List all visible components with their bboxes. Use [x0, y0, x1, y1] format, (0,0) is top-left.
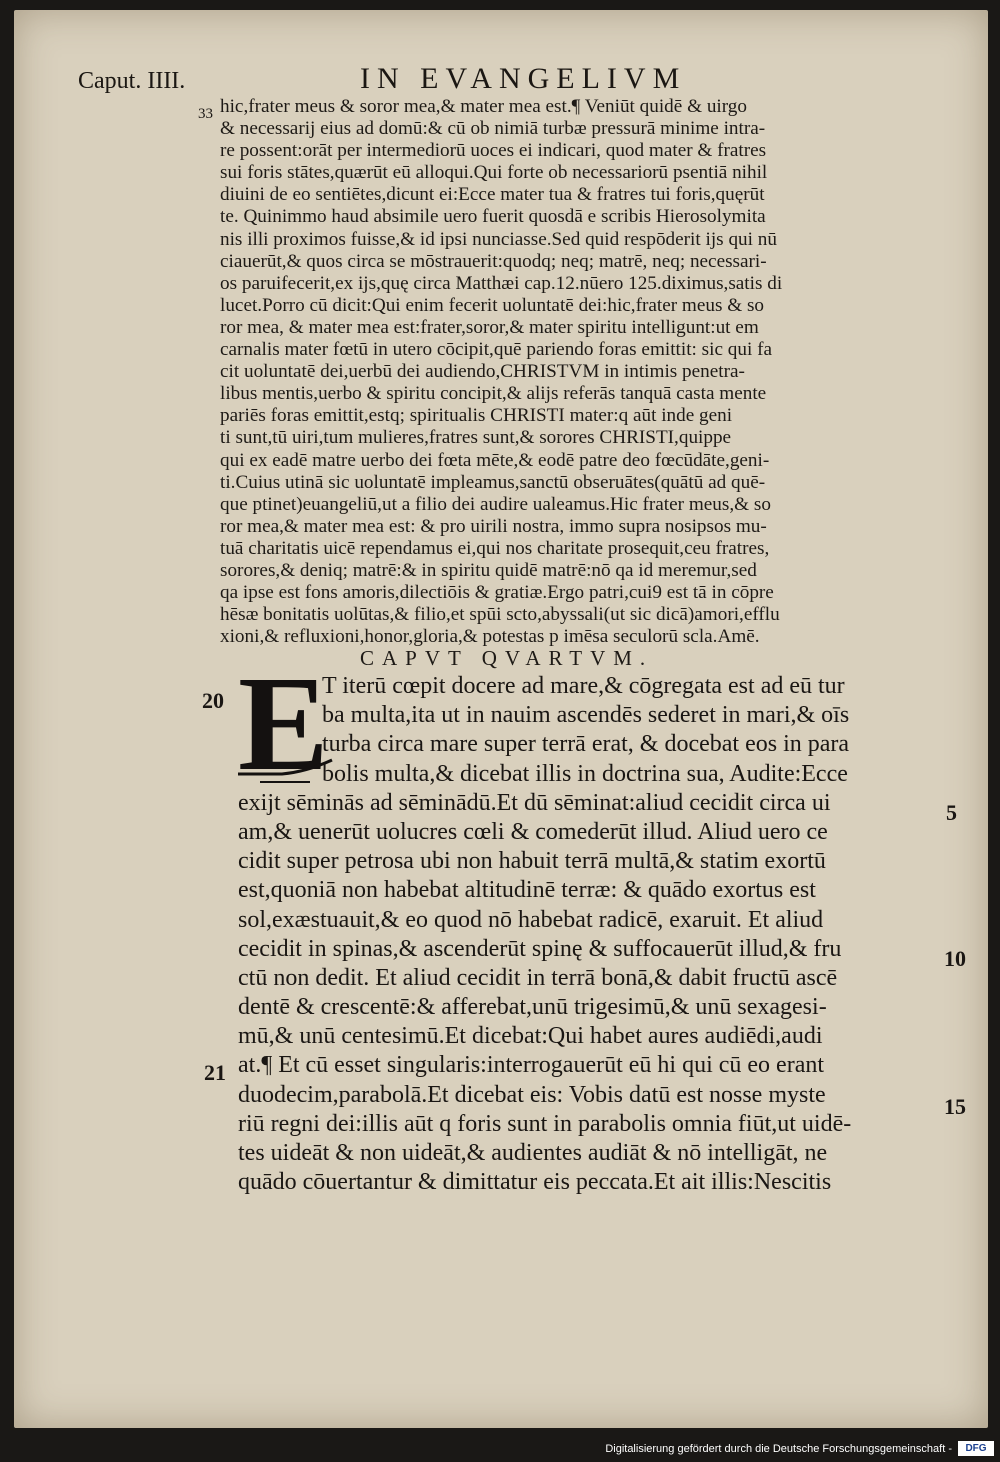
commentary-line: lucet.Porro cū dicit:Qui enim fecerit uoluntatē dei:hic,frater meus & so — [220, 294, 765, 316]
commentary-line: & necessarij eius ad domū:& cū ob nimiā turbæ pressurā minime intra- — [220, 118, 766, 140]
scripture-line: at.¶ Et cū esset singularis:interrogauerūt eū hi qui cū eo erant — [238, 1052, 825, 1079]
scripture-line: T iterū cœpit docere ad mare,& cōgregata est ad eū tur — [322, 673, 845, 699]
commentary-line: hēsæ bonitatis uolūtas,& filio,et spūi scto,abyssali(ut sic dicā)amori,efflu — [220, 604, 780, 626]
commentary-line: ti sunt,tū uiri,tum mulieres,fratres sunt,& sorores CHRISTI,quippe — [220, 427, 732, 449]
scripture-line: quādo cōuertantur & dimittatur eis peccata.Et ait illis:Nescitis — [238, 1169, 832, 1196]
commentary-line: qui ex eadē matre uerbo dei fœta mēte,& eodē patre deo fœcūdāte,geni- — [220, 449, 770, 471]
chapter-label: Caput. IIII. — [78, 68, 186, 94]
commentary-line: pariēs foras emittit,estq; spiritualis CHRISTI mater:q aūt inde geni — [220, 405, 733, 427]
commentary-line: ciauerūt,& quos circa se mōstrauerit:quodq; neq; matrē, neq; necessari- — [220, 250, 767, 272]
commentary-line: os paruifecerit,ex ijs,quę circa Matthæi cap.12.nūero 125.diximus,satis di — [220, 272, 783, 294]
commentary-line: tuā charitatis uicē rependamus ei,qui nos charitate prosequit,ceu fratres, — [220, 537, 770, 559]
verse-number-21: 21 — [204, 1060, 226, 1085]
commentary-line: ror mea,& mater mea est: & pro uirili nostra, immo supra nosipsos mu- — [220, 515, 767, 537]
scripture-block — [238, 672, 938, 1197]
commentary-line: carnalis mater fœtū in utero cōcipit,quē pariendo foras emittit: sic qui fa — [220, 339, 772, 361]
drop-cap-initial: E — [238, 649, 329, 799]
commentary-margin-mark: 33 — [198, 106, 213, 122]
commentary-line: que ptinet)euangeliū,ut a filio dei audire ualeamus.Hic frater meus,& so — [220, 493, 771, 515]
commentary-line: libus mentis,uerbo & spiritu concipit,& alijs referās tanquā casta mente — [220, 383, 767, 405]
commentary-line: qa ipse est fons amoris,dilectiōis & gratiæ.Ergo patri,cui9 est tā in cōpre — [220, 582, 774, 604]
scripture-line: turba circa mare super terrā erat, & docebat eos in para — [322, 731, 850, 758]
commentary-line: hic,frater meus & soror mea,& mater mea est.¶ Veniūt quidē & uirgo — [220, 96, 747, 117]
commentary-line: sorores,& deniq; matrē:& in spiritu quidē matrē:nō qa id meremur,sed — [220, 559, 757, 581]
commentary-line: re possent:orāt per intermediorū uoces ei indicari, quod mater & fratres — [220, 140, 767, 162]
dfg-logo: DFG — [958, 1441, 994, 1456]
scripture-line: dentē & crescentē:& afferebat,unū trigesimū,& unū sexagesi- — [238, 994, 827, 1021]
commentary-line: te. Quinimmo haud absimile uero fuerit quosdā e scribis Hierosolymita — [220, 206, 766, 228]
funding-credit: Digitalisierung gefördert durch die Deutsche Forschungsgemeinschaft - — [605, 1443, 952, 1455]
scripture-line: tes uideāt & non uideāt,& audientes audiāt & nō intelligāt, ne — [238, 1140, 828, 1166]
line-number-15: 15 — [944, 1094, 966, 1119]
commentary-line: sui foris stātes,quærūt eū alloqui.Qui forte ob necessariorū psentiā nihil — [220, 162, 768, 184]
scripture-line: cidit super petrosa ubi non habuit terrā multā,& statim exortū — [238, 848, 826, 875]
commentary-line: diuini de eo sentiētes,dicunt ei:Ecce mater tua & fratres tui foris,quęrūt — [220, 184, 765, 206]
scripture-line: ba multa,ita ut in nauim ascendēs sederet in mari,& oīs — [322, 702, 850, 729]
footer-bar — [0, 1436, 1000, 1462]
chapter-title: CAPVT QVARTVM. — [360, 646, 654, 670]
running-header — [0, 58, 1000, 98]
commentary-line: nis illi proximos fuisse,& id ipsi nunciasse.Sed quid respōderit ijs qui nū — [220, 228, 777, 250]
line-number-5: 5 — [946, 800, 957, 825]
running-title: IN EVANGELIVM — [360, 62, 687, 95]
scripture-line: sol,exæstuauit,& eo quod nō habebat radicē, exaruit. Et aliud — [238, 906, 824, 933]
scripture-line: mū,& unū centesimū.Et dicebat:Qui habet aures audiēdi,audi — [238, 1023, 823, 1050]
line-number-10: 10 — [944, 946, 966, 971]
scripture-line: duodecim,parabolā.Et dicebat eis: Vobis datū est nosse myste — [238, 1081, 826, 1108]
scripture-line: am,& uenerūt uolucres cœli & comederūt illud. Aliud uero ce — [238, 818, 828, 845]
scripture-line: bolis multa,& dicebat illis in doctrina sua, Audite:Ecce — [322, 760, 848, 787]
commentary-line: cit uoluntatē dei,uerbū dei audiendo,CHRISTVM in intimis penetra- — [220, 361, 745, 383]
scripture-line: exijt sēminās ad sēminādū.Et dū sēminat:aliud cecidit circa ui — [238, 789, 831, 816]
commentary-line: ti.Cuius utinā sic uoluntatē impleamus,sanctū obseruātes(quātū ad quē- — [220, 471, 766, 493]
scripture-line: riū regni dei:illis aūt q foris sunt in parabolis omnia fiūt,ut uidē- — [238, 1110, 852, 1137]
verse-number-20: 20 — [202, 688, 224, 713]
commentary-line: xioni,& refluxioni,honor,gloria,& potestas p imēsa seculorū scla.Amē. — [220, 626, 760, 648]
scripture-line: ctū non dedit. Et aliud cecidit in terrā bonā,& dabit fructū ascē — [238, 964, 838, 991]
commentary-block — [220, 96, 942, 648]
commentary-line: ror mea, & mater mea est:frater,soror,& mater spiritu intelligunt:ut em — [220, 316, 759, 338]
scripture-line: cecidit in spinas,& ascenderūt spinę & suffocauerūt illud,& fru — [238, 935, 842, 962]
scripture-line: est,quoniā non habebat altitudinē terræ: & quādo exortus est — [238, 877, 816, 904]
